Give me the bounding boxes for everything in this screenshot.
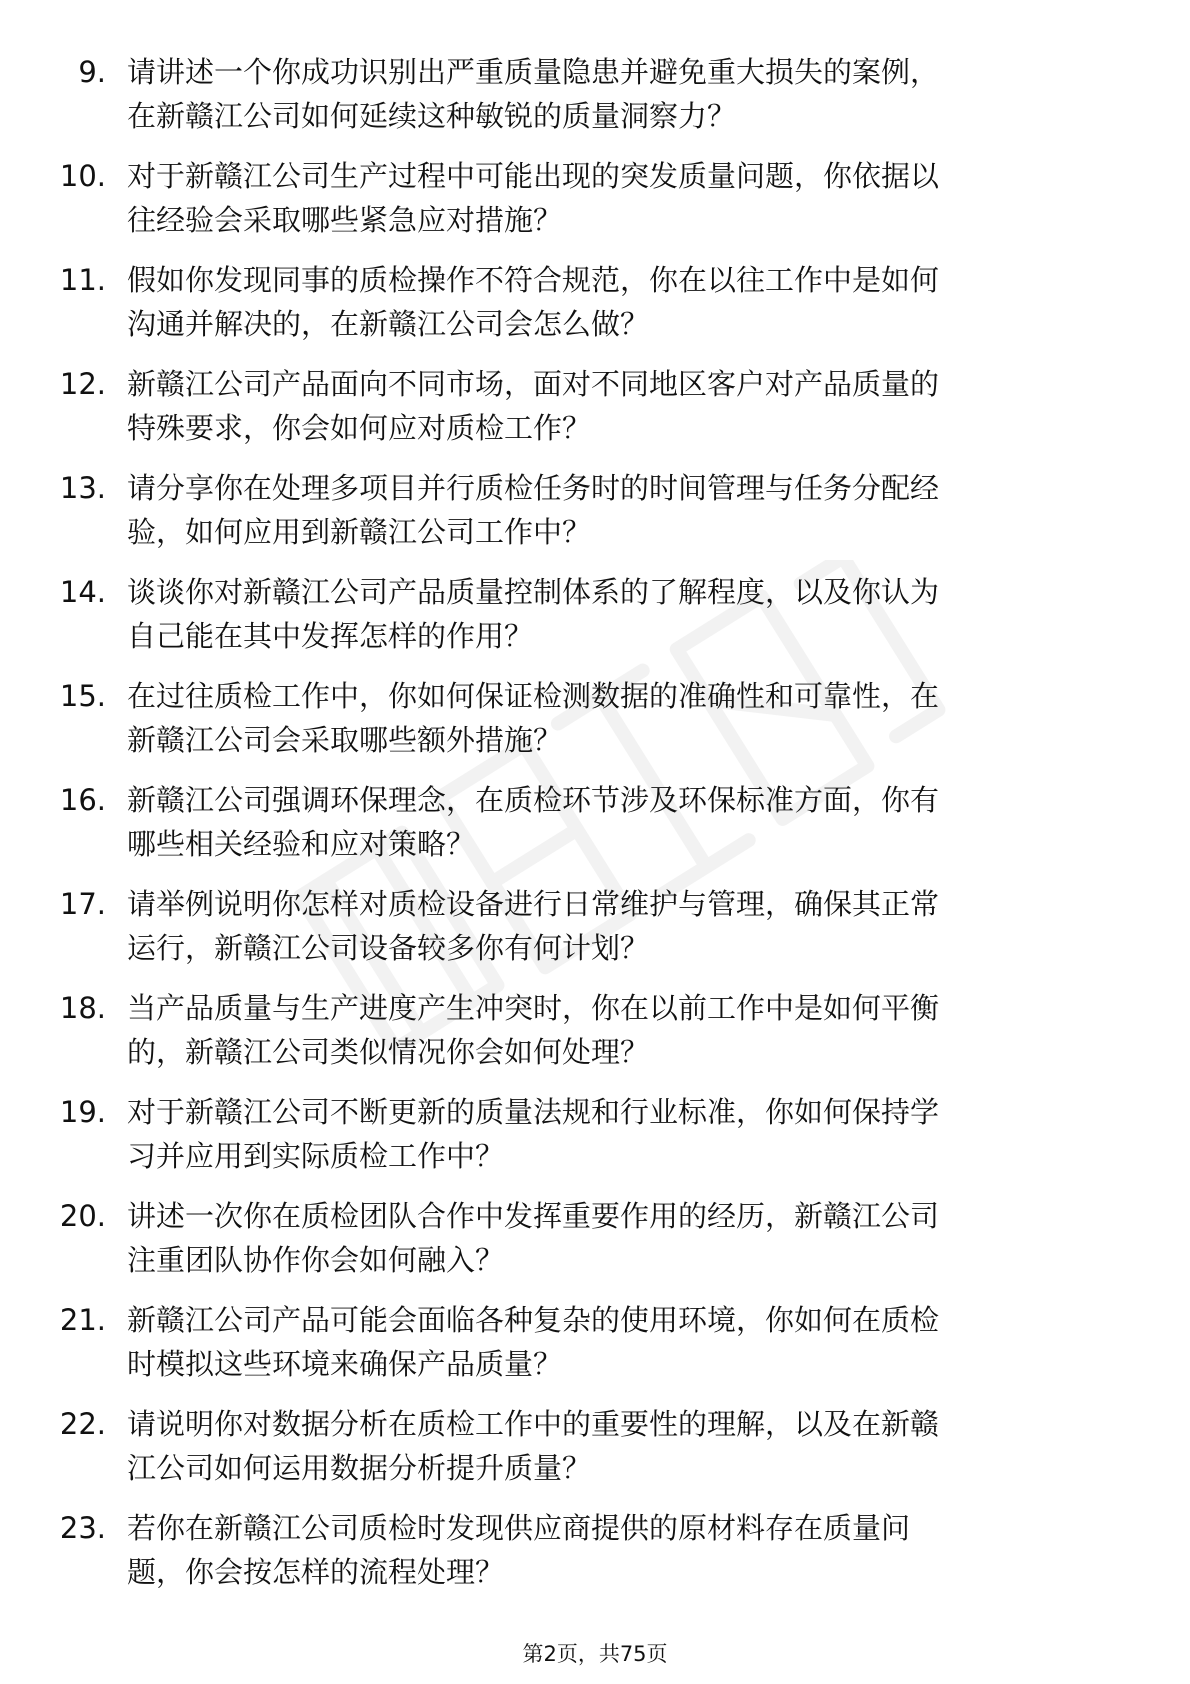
question-number: 17. — [59, 887, 106, 921]
question-text-line: 新赣江公司产品可能会面临各种复杂的使用环境，你如何在质检 — [127, 1303, 940, 1337]
question-text-line: 的，新赣江公司类似情况你会如何处理？ — [127, 1035, 650, 1069]
question-text — [127, 674, 1127, 762]
question-text-line: 谈谈你对新赣江公司产品质量控制体系的了解程度，以及你认为 — [127, 575, 940, 609]
question-text-line: 往经验会采取哪些紧急应对措施？ — [127, 203, 563, 237]
question-text-line: 特殊要求，你会如何应对质检工作？ — [127, 411, 592, 445]
question-item — [0, 1402, 1190, 1506]
question-text-line: 讲述一次你在质检团队合作中发挥重要作用的经历，新赣江公司 — [127, 1199, 940, 1233]
question-text — [127, 986, 1127, 1074]
question-text-line: 请讲述一个你成功识别出严重质量隐患并避免重大损失的案例， — [127, 55, 940, 89]
question-number: 22. — [59, 1407, 106, 1441]
question-text-line: 江公司如何运用数据分析提升质量？ — [127, 1451, 592, 1485]
question-text-line: 新赣江公司会采取哪些额外措施？ — [127, 723, 563, 757]
question-text-line: 请分享你在处理多项目并行质检任务时的时间管理与任务分配经 — [127, 471, 940, 505]
question-item — [0, 882, 1190, 986]
question-text-line: 请说明你对数据分析在质检工作中的重要性的理解，以及在新赣 — [127, 1407, 940, 1441]
question-text-line: 若你在新赣江公司质检时发现供应商提供的原材料存在质量问 — [127, 1511, 911, 1545]
question-item — [0, 986, 1190, 1090]
question-number: 10. — [59, 159, 106, 193]
question-text-line: 在过往质检工作中，你如何保证检测数据的准确性和可靠性，在 — [127, 679, 940, 713]
question-number: 11. — [59, 263, 106, 297]
question-text — [127, 1194, 1127, 1282]
question-text-line: 习并应用到实际质检工作中？ — [127, 1139, 505, 1173]
question-text — [127, 1506, 1127, 1594]
question-text — [127, 258, 1127, 346]
question-text — [127, 466, 1127, 554]
question-text-line: 运行，新赣江公司设备较多你有何计划？ — [127, 931, 650, 965]
question-text-line: 新赣江公司强调环保理念，在质检环节涉及环保标准方面，你有 — [127, 783, 940, 817]
question-item — [0, 362, 1190, 466]
question-number: 14. — [59, 575, 106, 609]
question-text — [127, 154, 1127, 242]
question-text — [127, 570, 1127, 658]
question-text-line: 哪些相关经验和应对策略？ — [127, 827, 476, 861]
question-text-line: 注重团队协作你会如何融入？ — [127, 1243, 505, 1277]
question-text-line: 自己能在其中发挥怎样的作用？ — [127, 619, 534, 653]
question-item — [0, 258, 1190, 362]
question-number: 13. — [59, 471, 106, 505]
question-text — [127, 50, 1127, 138]
question-item — [0, 570, 1190, 674]
question-text-line: 验，如何应用到新赣江公司工作中？ — [127, 515, 592, 549]
question-list — [0, 50, 1190, 1610]
question-text — [127, 778, 1127, 866]
question-text — [127, 1090, 1127, 1178]
question-item — [0, 50, 1190, 154]
question-text-line: 当产品质量与生产进度产生冲突时，你在以前工作中是如何平衡 — [127, 991, 940, 1025]
question-number: 16. — [59, 783, 106, 817]
question-text — [127, 362, 1127, 450]
question-item — [0, 154, 1190, 258]
question-number: 12. — [59, 367, 106, 401]
question-item — [0, 1090, 1190, 1194]
question-item — [0, 1506, 1190, 1610]
question-item — [0, 674, 1190, 778]
question-number: 21. — [59, 1303, 106, 1337]
question-number: 20. — [59, 1199, 106, 1233]
question-text-line: 沟通并解决的，在新赣江公司会怎么做？ — [127, 307, 650, 341]
question-text-line: 对于新赣江公司生产过程中可能出现的突发质量问题，你依据以 — [127, 159, 940, 193]
question-number: 18. — [59, 991, 106, 1025]
question-text-line: 时模拟这些环境来确保产品质量？ — [127, 1347, 563, 1381]
question-text — [127, 1298, 1127, 1386]
question-text — [127, 1402, 1127, 1490]
question-number: 9. — [78, 55, 106, 89]
page-footer: 第2页，共75页 — [522, 1642, 668, 1666]
question-item — [0, 466, 1190, 570]
question-text-line: 题，你会按怎样的流程处理？ — [127, 1555, 505, 1589]
question-number: 19. — [59, 1095, 106, 1129]
question-item — [0, 1194, 1190, 1298]
question-item — [0, 778, 1190, 882]
question-number: 23. — [59, 1511, 106, 1545]
question-text — [127, 882, 1127, 970]
question-item — [0, 1298, 1190, 1402]
question-text-line: 新赣江公司产品面向不同市场，面对不同地区客户对产品质量的 — [127, 367, 940, 401]
question-text-line: 在新赣江公司如何延续这种敏锐的质量洞察力？ — [127, 99, 737, 133]
question-text-line: 假如你发现同事的质检操作不符合规范，你在以往工作中是如何 — [127, 263, 940, 297]
question-text-line: 请举例说明你怎样对质检设备进行日常维护与管理，确保其正常 — [127, 887, 940, 921]
question-number: 15. — [59, 679, 106, 713]
question-text-line: 对于新赣江公司不断更新的质量法规和行业标准，你如何保持学 — [127, 1095, 940, 1129]
